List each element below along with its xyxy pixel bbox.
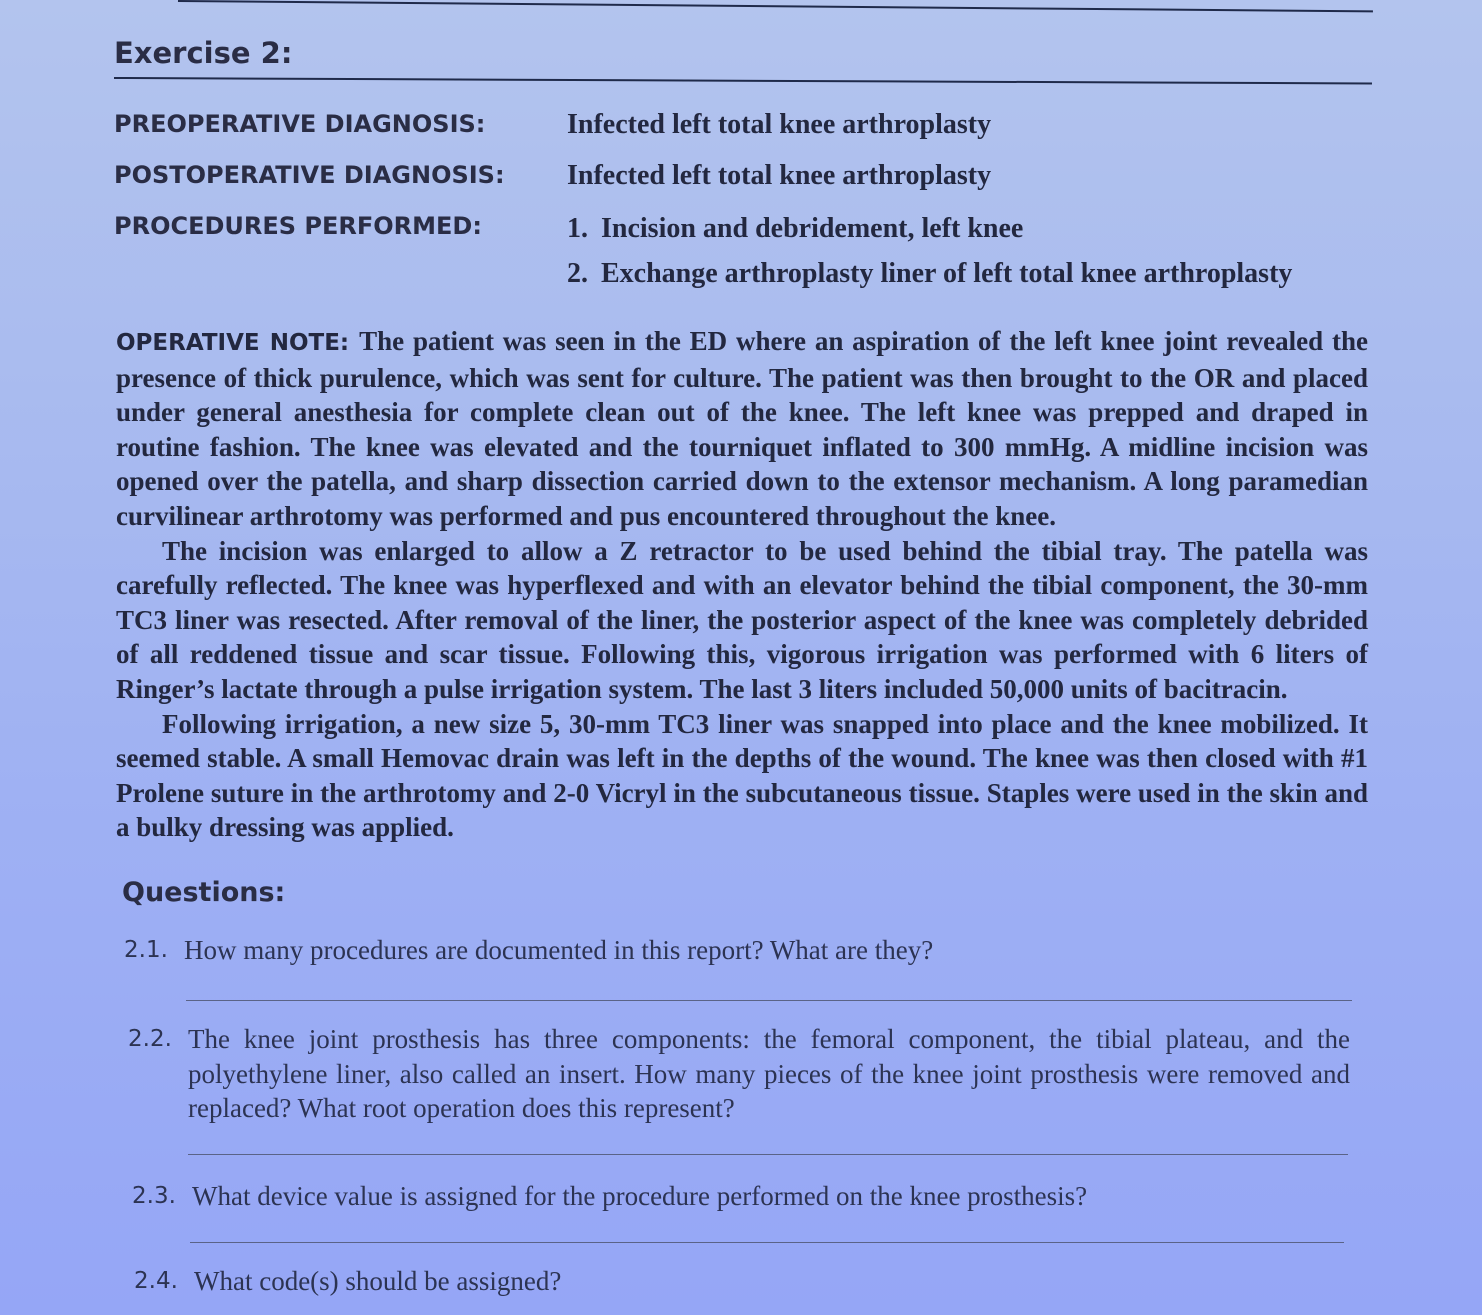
- exercise-title: Exercise 2:: [114, 36, 293, 70]
- operative-note-paragraph: [116, 324, 1368, 534]
- postop-diagnosis-label: POSTOPERATIVE DIAGNOSIS:: [114, 161, 505, 189]
- questions-heading: Questions:: [122, 877, 286, 908]
- question-text: What device value is assigned for the procedure performed on the knee prosthesis?: [192, 1181, 1088, 1211]
- question-item: [132, 1179, 1352, 1215]
- procedure-item-text: Exchange arthroplasty liner of left total knee arthroplasty: [601, 258, 1293, 289]
- procedure-item-number: 2.: [567, 258, 588, 289]
- top-rule: [178, 0, 1373, 12]
- question-text: What code(s) should be assigned?: [194, 1266, 562, 1296]
- question-number: 2.4.: [134, 1268, 178, 1294]
- operative-note-text: The patient was seen in the ED where an aspiration of the left knee joint revealed the presence of thick purulence, which was sent for culture. The patient was then brought to the OR and placed under general anesthesia for complete clean out of the knee. The left knee was prepped and draped in routine fashion. The knee was elevated and the tourniquet inflated to 300 mmHg. A midline incision was opened over the patella, and sharp dissection carried down to the extensor mechanism. A long paramedian curvilinear arthrotomy was performed and pus encountered throughout the knee.: [116, 326, 1368, 531]
- procedure-item: [567, 213, 1023, 245]
- question-item: [124, 933, 1354, 969]
- procedure-item-number: 1.: [567, 213, 588, 244]
- procedure-item: [567, 258, 1292, 290]
- question-number: 2.2.: [128, 1026, 172, 1052]
- procedure-item-text: Incision and debridement, left knee: [601, 213, 1024, 244]
- question-text: How many procedures are documented in this report? What are they?: [184, 935, 934, 965]
- operative-note-paragraph: Following irrigation, a new size 5, 30-mm TC3 liner was snapped into place and the knee mobilized. It seemed stable. A small Hemovac drain was left in the depths of the wound. The knee was then closed with #1 Prolene suture in the arthrotomy and 2-0 Vicryl in the subcutaneous tissue. Staples were used in the skin and a bulky dressing was applied.: [116, 708, 1368, 843]
- question-text: The knee joint prosthesis has three components: the femoral component, the tibial plateau, and the polyethylene liner, also called an insert. How many pieces of the knee joint prosthesis were removed and replaced? What root operation does this represent?: [188, 1024, 1350, 1123]
- preop-diagnosis-label: PREOPERATIVE DIAGNOSIS:: [114, 110, 486, 138]
- preop-diagnosis-value: Infected left total knee arthroplasty: [567, 109, 992, 140]
- operative-note: [116, 324, 1368, 845]
- answer-line[interactable]: [188, 1154, 1348, 1155]
- operative-note-label: OPERATIVE NOTE:: [116, 330, 350, 356]
- question-item: [134, 1264, 1354, 1300]
- answer-line[interactable]: [190, 1242, 1344, 1243]
- answer-line[interactable]: [186, 1000, 1352, 1001]
- question-item: [128, 1022, 1354, 1132]
- question-number: 2.3.: [132, 1183, 176, 1209]
- postop-diagnosis-value: Infected left total knee arthroplasty: [567, 160, 992, 191]
- operative-note-paragraph: The incision was enlarged to allow a Z retractor to be used behind the tibial tray. The patella was carefully reflected. The knee was hyperflexed and with an elevator behind the tibial component, the 30-mm TC3 liner was resected. After removal of the liner, the posterior aspect of the knee was completely debrided of all reddened tissue and scar tissue. Following this, vigorous irrigation was performed with 6 liters of Ringer’s lactate through a pulse irrigation system. The last 3 liters included 50,000 units of bacitracin.: [116, 535, 1368, 704]
- title-rule: [114, 77, 1372, 84]
- procedures-performed-label: PROCEDURES PERFORMED:: [114, 212, 482, 240]
- question-number: 2.1.: [124, 937, 168, 963]
